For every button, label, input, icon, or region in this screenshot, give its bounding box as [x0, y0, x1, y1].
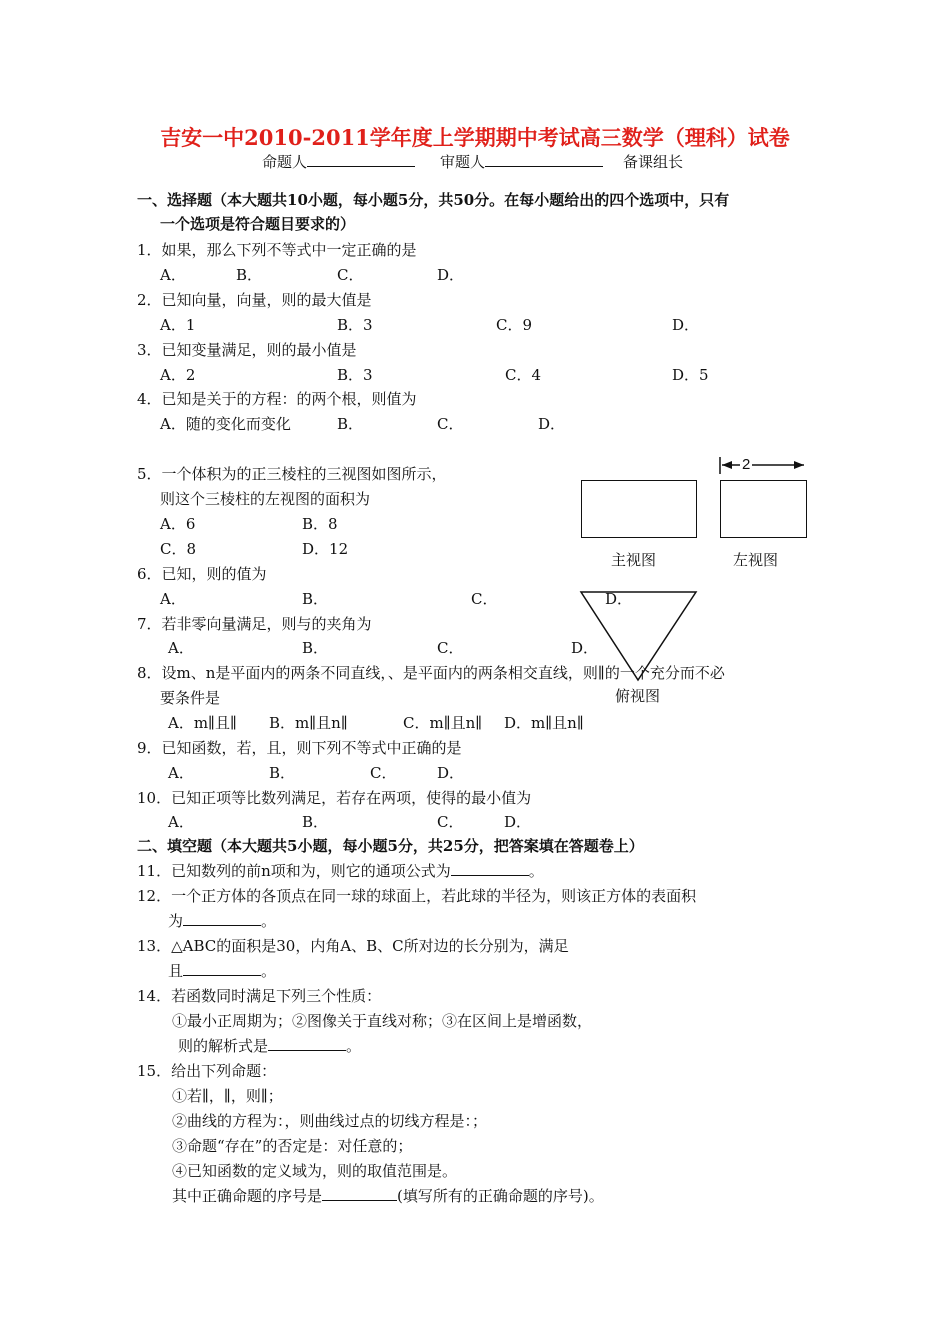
q5-stem: 5．一个体积为的正三棱柱的三视图如图所示， — [137, 465, 447, 483]
q15-answer-blank[interactable] — [322, 1186, 397, 1201]
q6-option-a: A． — [160, 590, 186, 608]
q15-item-4: ④已知函数的定义域为，则的取值范围是。 — [172, 1162, 458, 1180]
reviewer-blank[interactable] — [485, 152, 603, 167]
q15-item-1: ①若∥，∥，则∥； — [172, 1087, 283, 1105]
left-view-label: 左视图 — [733, 551, 779, 569]
q10-stem: 10．已知正项等比数列满足，若存在两项，使得的最小值为 — [137, 789, 532, 807]
q3-option-c: C．4 — [505, 366, 542, 384]
q5-option-d: D．12 — [302, 540, 349, 558]
q8-option-b: B．m∥且n∥ — [269, 714, 348, 732]
q7-option-a: A． — [168, 639, 194, 657]
q6-option-d: D． — [605, 590, 633, 608]
q3-stem: 3．已知变量满足，则的最小值是 — [137, 341, 357, 359]
section1-heading: 一、选择题（本大题共10小题，每小题5分，共50分。在每小题给出的四个选项中，只有 — [137, 191, 730, 209]
q1-option-c: C． — [337, 266, 364, 284]
q2-option-b: B．3 — [337, 316, 373, 334]
q2-option-a: A．1 — [160, 316, 196, 334]
q14-stem-cont: 则的解析式是 — [178, 1037, 269, 1055]
q3-option-a: A．2 — [160, 366, 196, 384]
q15-item-3: ③命题“存在”的否定是：对任意的； — [172, 1137, 413, 1155]
section2-heading: 二、填空题（本大题共5小题，每小题5分，共25分，把答案填在答题卷上） — [137, 837, 644, 855]
q1-option-a: A． — [160, 266, 186, 284]
q2-option-c: C．9 — [496, 316, 533, 334]
q6-stem: 6．已知，则的值为 — [137, 565, 267, 583]
reviewer-field — [440, 152, 603, 172]
q7-option-b: B． — [302, 639, 329, 657]
q13-stem-cont: 且 — [168, 962, 184, 980]
q6-option-b: B． — [302, 590, 329, 608]
q10-option-c: C． — [437, 813, 464, 831]
q3-option-d: D．5 — [672, 366, 709, 384]
q15-stem: 15．给出下列命题： — [137, 1062, 277, 1080]
q1-stem: 1．如果，那么下列不等式中一定正确的是 — [137, 241, 417, 259]
leader-label: 备课组长 — [623, 153, 684, 171]
q9-option-b: B． — [269, 764, 296, 782]
q4-option-c: C． — [437, 415, 464, 433]
q11-end: 。 — [528, 862, 544, 880]
q2-option-d: D． — [672, 316, 700, 334]
q15-conclusion: 其中正确命题的序号是 — [172, 1187, 323, 1205]
q4-option-b: B． — [337, 415, 364, 433]
q13-stem: 13．△ABC的面积是30，内角A、B、C所对边的长分别为，满足 — [137, 937, 569, 955]
q11-line — [137, 861, 544, 881]
q6-option-c: C． — [471, 590, 498, 608]
q12-answer-blank[interactable] — [183, 911, 261, 926]
q4-option-d: D． — [538, 415, 566, 433]
q10-option-d: D． — [504, 813, 532, 831]
author-blank[interactable] — [307, 152, 415, 167]
q13-answer-blank[interactable] — [183, 961, 261, 976]
q14-properties: ①最小正周期为；②图像关于直线对称；③在区间上是增函数， — [172, 1012, 593, 1030]
q8-stem-cont: 要条件是 — [160, 689, 221, 707]
q9-option-d: D． — [437, 764, 465, 782]
q14-answer-blank[interactable] — [268, 1036, 346, 1051]
q11-stem: 11．已知数列的前n项和为，则它的通项公式为 — [137, 862, 451, 880]
q9-stem: 9．已知函数，若，且，则下列不等式中正确的是 — [137, 739, 462, 757]
q15-end: (填写所有的正确命题的序号)。 — [397, 1187, 604, 1205]
q7-option-c: C． — [437, 639, 464, 657]
q1-option-d: D． — [437, 266, 465, 284]
q10-option-a: A． — [168, 813, 194, 831]
q12-end: 。 — [261, 912, 277, 930]
q5-option-b: B．8 — [302, 515, 338, 533]
q9-option-a: A． — [168, 764, 194, 782]
q9-option-c: C． — [370, 764, 397, 782]
q4-stem: 4．已知是关于的方程：的两个根，则值为 — [137, 390, 417, 408]
q8-option-d: D．m∥且n∥ — [504, 714, 584, 732]
front-view-rect — [581, 480, 697, 538]
q13-line2 — [168, 961, 276, 981]
q7-option-d: D． — [571, 639, 599, 657]
q12-stem: 12．一个正方体的各顶点在同一球的球面上，若此球的半径为，则该正方体的表面积 — [137, 887, 697, 905]
reviewer-label: 审题人 — [440, 153, 486, 171]
q8-option-a: A．m∥且∥ — [168, 714, 237, 732]
q5-option-c: C．8 — [160, 540, 197, 558]
q14-line3 — [178, 1036, 361, 1056]
q12-line2 — [168, 911, 276, 931]
left-view-rect — [720, 480, 807, 538]
q14-stem: 14．若函数同时满足下列三个性质： — [137, 987, 382, 1005]
q15-line-last — [172, 1186, 604, 1206]
q15-item-2: ②曲线的方程为：，则曲线过点的切线方程是：； — [172, 1112, 488, 1130]
q2-stem: 2．已知向量，向量，则的最大值是 — [137, 291, 372, 309]
dimension-arrow — [712, 454, 812, 476]
author-label: 命题人 — [262, 153, 308, 171]
q7-stem: 7．若非零向量满足，则与的夹角为 — [137, 615, 372, 633]
q12-stem-cont: 为 — [168, 912, 184, 930]
q5-option-a: A．6 — [160, 515, 196, 533]
author-field — [262, 152, 415, 172]
q8-option-c: C．m∥且n∥ — [403, 714, 483, 732]
q14-end: 。 — [346, 1037, 362, 1055]
top-view-label: 俯视图 — [615, 687, 661, 705]
q13-end: 。 — [261, 962, 277, 980]
page-title: 吉安一中2010-2011学年度上学期期中考试高三数学（理科）试卷 — [160, 125, 790, 150]
q4-option-a: A．随的变化而变化 — [160, 415, 291, 433]
front-view-label: 主视图 — [611, 551, 657, 569]
dimension-label: 2 — [742, 456, 751, 473]
q3-option-b: B．3 — [337, 366, 373, 384]
q10-option-b: B． — [302, 813, 329, 831]
q8-stem: 8．设m、n是平面内的两条不同直线，、是平面内的两条相交直线，则∥的一个充分而不必 — [137, 664, 725, 682]
q5-stem-cont: 则这个三棱柱的左视图的面积为 — [160, 490, 371, 508]
q1-option-b: B． — [236, 266, 263, 284]
q11-answer-blank[interactable] — [451, 861, 529, 876]
section1-heading-cont: 一个选项是符合题目要求的） — [160, 215, 356, 233]
